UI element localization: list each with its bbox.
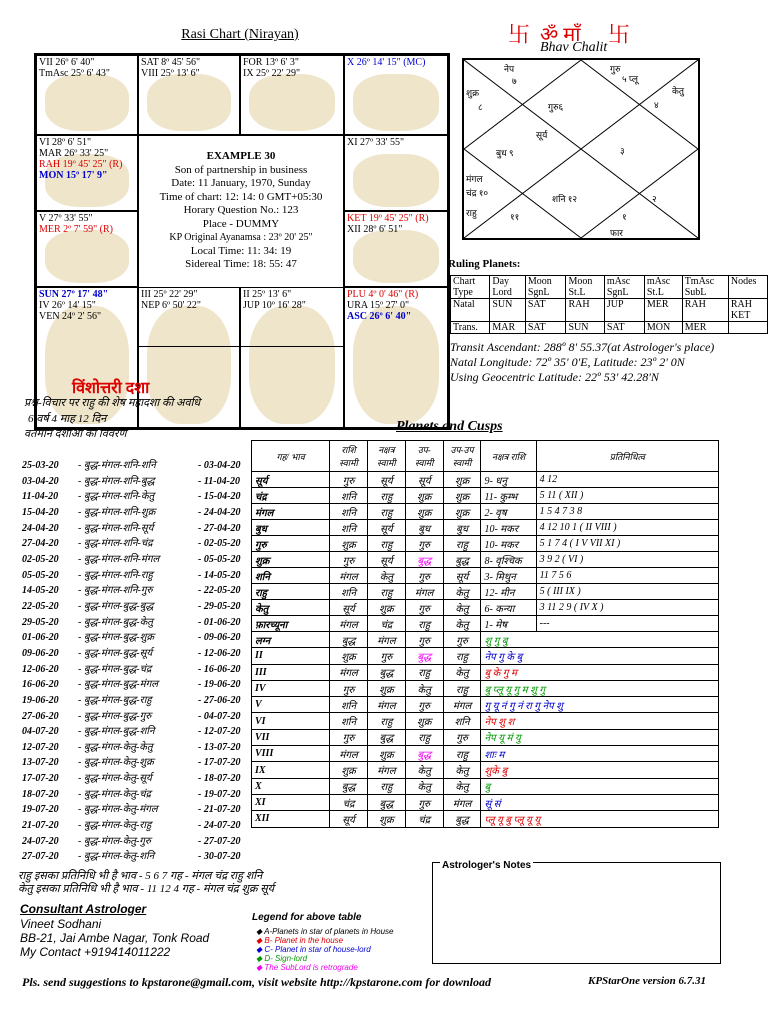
planets-cusps-title: Planets and Cusps [396, 419, 503, 434]
rasi-chart [34, 53, 450, 430]
dasha-row: 27-06-20 - बुद्ध-मंगल-बुद्ध-गुरु - 04-07-20 [22, 710, 241, 722]
dasha-row: 24-07-20 - बुद्ध-मंगल-केतु-गुरु - 27-07-20 [22, 835, 241, 847]
om-heading: ॐ माँ [540, 24, 581, 46]
dasha-row: 13-07-20 - बुद्ध-मंगल-केतु-शुक्र - 17-07-20 [22, 757, 241, 769]
dasha-row: 15-04-20 - बुद्ध-मंगल-शनि-शुक्र - 24-04-20 [22, 506, 241, 518]
dasha-row: 19-07-20 - बुद्ध-मंगल-केतु-मंगल - 21-07-20 [22, 804, 241, 816]
bhav-label: गुरु६ [548, 102, 564, 112]
table-row: IX शुक्र मंगल केतु केतु शुके बु [252, 762, 719, 778]
bhav-label: ५ प्लू [622, 74, 638, 84]
dasha-row: 16-06-20 - बुद्ध-मंगल-बुद्ध-मंगल - 19-06-20 [22, 679, 241, 691]
rasi-chart-title: Rasi Chart (Nirayan) [181, 27, 299, 42]
footer-suggestions: Pls. send suggestions to kpstarone@gmail.com, visit website http://kpstarone.com for download [22, 975, 492, 989]
rasi-cell-capricorn: V 27º 33' 55" MER 2º 7' 59" (R) [36, 211, 138, 287]
legend-item: ◆ B- Planet in the house [256, 936, 344, 945]
table-row: शुक्र गुरु सूर्य बुद्ध बुद्ध 8- वृश्चिक 3 9 2 ( VI ) [252, 552, 719, 568]
table-row: XII सूर्य शुक्र चंद्र बुद्ध प्लू यू बु प्लू यू यू [252, 811, 719, 827]
table-row: Chart Type Day Lord Moon SgnL Moon St.L mAsc SgnL mAsc St.L TmAsc SubL Nodes [451, 276, 768, 299]
dasha-row: 04-07-20 - बुद्ध-मंगल-बुद्ध-शनि - 12-07-20 [22, 726, 241, 738]
bhav-label: राहु [466, 208, 477, 218]
astrologer-notes-box[interactable] [432, 862, 721, 964]
dasha-row: 27-04-20 - बुद्ध-मंगल-शनि-चंद्र - 02-05-20 [22, 538, 241, 550]
bhav-label: ८ [478, 102, 483, 112]
table-row: IV गुरु शुक्र केतु राहु बु प्लू यू गु म शु गु [252, 680, 719, 696]
dasha-row: 03-04-20 - बुद्ध-मंगल-शनि-बुद्ध - 11-04-20 [22, 475, 240, 487]
rasi-cell-cancer: XI 27º 33' 55" [344, 135, 448, 211]
table-row: Natal SUN SAT RAH JUP MER RAH RAH KET [451, 299, 768, 322]
ruling-planets-title: Ruling Planets: [448, 258, 521, 270]
table-row: गुरु शुक्र राहु गुरु राहु 10- मकर 5 1 7 4 ( I V VII XI ) [252, 536, 719, 552]
planets-cusps-table [251, 440, 719, 828]
table-row: राहु शनि राहु मंगल केतु 12- मीन 5 ( III IX ) [252, 584, 719, 600]
table-row: सूर्य गुरु सूर्य सूर्य शुक्र 9- धनु 4 12 [252, 472, 719, 488]
bhav-chalit-title: Bhav Chalit [540, 40, 608, 55]
diamond-icon: ◆ [256, 945, 265, 954]
dasha-row: 19-06-20 - बुद्ध-मंगल-बुद्ध-राहु - 27-06-20 [22, 694, 241, 706]
rasi-cell-taurus: FOR 13º 6' 3" IX 25º 22' 29" [240, 55, 344, 135]
table-row: X बुद्ध राहु केतु केतु बु [252, 778, 719, 794]
table-row: शनि मंगल केतु गुरु सूर्य 3- मिथुन 11 7 5 6 [252, 568, 719, 584]
table-row: V शनि मंगल गुरु मंगल गु यू नं गु नं रा गु नेप शु [252, 697, 719, 713]
table-row: VI शनि राहु शुक्र शनि नेप शु श [252, 713, 719, 729]
legend-title: Legend for above table [252, 912, 362, 923]
legend-item: ◆ C- Planet in star of house-lord [256, 945, 371, 954]
bhav-label: १ [622, 212, 627, 222]
diamond-icon: ◆ [256, 936, 265, 945]
table-row: मंगल शनि राहु शुक्र शुक्र 2- वृष 1 5 4 7 3 8 [252, 504, 719, 520]
dasha-row: 17-07-20 - बुद्ध-मंगल-केतु-सूर्य - 18-07-20 [22, 773, 241, 785]
dasha-row: 21-07-20 - बुद्ध-मंगल-केतु-राहु - 24-07-20 [22, 820, 241, 832]
dasha-title: विंशोत्तरी दशा [72, 380, 150, 397]
dasha-row: 09-06-20 - बुद्ध-मंगल-बुद्ध-सूर्य - 12-06-20 [22, 647, 241, 659]
dasha-row: 12-07-20 - बुद्ध-मंगल-केतु-केतु - 13-07-20 [22, 741, 241, 753]
legend [256, 927, 393, 972]
dasha-row: 22-05-20 - बुद्ध-मंगल-बुद्ध-बुद्ध - 29-05-20 [22, 600, 241, 612]
bhav-label: ४ [654, 100, 659, 110]
table-row: फ़ारच्यूना मंगल चंद्र राहु केतु 1- मेष --- [252, 616, 719, 632]
bhav-label: नेप [504, 64, 515, 74]
bhav-label: फार [610, 228, 623, 238]
bhav-label: शनि १२ [552, 194, 578, 204]
dasha-row: 29-05-20 - बुद्ध-मंगल-बुद्ध-केतु - 01-06-20 [22, 616, 241, 628]
dasha-row: 12-06-20 - बुद्ध-मंगल-बुद्ध-चंद्र - 16-06-20 [22, 663, 241, 675]
diamond-icon: ◆ [256, 954, 265, 963]
rasi-cell-sagittarius: SUN 27º 17' 48" IV 26º 14' 15" VEN 24º 2' 56" [36, 287, 138, 428]
bhav-label: ३ [620, 146, 625, 156]
table-row: II शुक्र गुरु बुद्ध राहु नेप गु के बु [252, 648, 719, 664]
legend-item: ◆ A-Planets in star of planets in House [256, 927, 394, 936]
rasi-cell-virgo: PLU 4º 0' 46" (R) URA 15º 27' 0" ASC 26º 6' 40" [344, 287, 448, 428]
consultant-heading: Consultant Astrologer [20, 902, 147, 916]
bhav-label: २ [652, 194, 657, 204]
bhav-chalit-chart [462, 58, 700, 240]
table-row: केतु सूर्य शुक्र गुरु केतु 6- कन्या 3 11 2 9 ( IV X ) [252, 600, 719, 616]
bhav-label: शुक्र [466, 88, 480, 98]
dasha-intro: प्रश्न-विचार पर राहु की शेष महादशा की अवधि 6 वर्ष 4 माह 12 दिन वर्तमान दशाओं का विवरण [24, 397, 201, 440]
bhav-label: ११ [510, 212, 520, 222]
bhav-label: गुरु [610, 64, 621, 74]
dasha-row: 11-04-20 - बुद्ध-मंगल-शनि-केतु - 15-04-20 [22, 491, 241, 503]
table-row: III मंगल बुद्ध राहु केतु बु के गु म [252, 664, 719, 680]
version-label: KPStarOne version 6.7.31 [588, 975, 706, 987]
rasi-cell-pisces: VII 26º 6' 40" TmAsc 25º 6' 43" [36, 55, 138, 135]
legend-item: ◆ The SubLord is retrograde [256, 963, 358, 972]
table-row: गह/ भाव राशि स्वामी नक्षत्र स्वामी उप- स्वामी उप-उप स्वामी नक्षत्र राशि प्रतिनिधित्व [252, 441, 719, 472]
chart-details: EXAMPLE 30 Son of partnership in business Date: 11 January, 1970, Sunday Time of chart: 12: 14: 0 GMT+05:30 Horary Question No.: 123 Place - DUMMY KP Original Ayanamsa : 23º 20' 25" Local Time: 11: 34: 19 Sidereal Time: 18: 55: 47 [138, 135, 344, 347]
transit-info: Transit Ascendant: 288º 8' 55.37(at Astrologer's place) Natal Longitude: 72º 35' 0'E, Latitude: 23º 2' 0N Using Geocentric Latitude: 22º 53' 42.28'N [450, 340, 715, 384]
rasi-cell-leo: KET 19º 45' 25" (R) XII 28º 6' 51" [344, 211, 448, 287]
dasha-row: 25-03-20 - बुद्ध-मंगल-शनि-शनि - 03-04-20 [22, 460, 241, 471]
dasha-row: 14-05-20 - बुद्ध-मंगल-शनि-गुरु - 22-05-20 [22, 585, 241, 597]
bhav-label: केतु [672, 86, 685, 96]
bhav-label: चंद्र १० [466, 188, 489, 198]
dasha-row: 18-07-20 - बुद्ध-मंगल-केतु-चंद्र - 19-07-20 [22, 788, 241, 800]
dasha-row: 05-05-20 - बुद्ध-मंगल-शनि-राहु - 14-05-20 [22, 569, 241, 581]
table-row: VII गुरु बुद्ध राहु गुरु नेप यू मं यु [252, 729, 719, 745]
rasi-cell-scorpio: III 25º 22' 29" NEP 6º 50' 22" [138, 287, 240, 428]
table-row: XI चंद्र बुद्ध गुरु मंगल सूं सं [252, 794, 719, 810]
bhav-label: सूर्य [536, 130, 548, 140]
dasha-row: 02-05-20 - बुद्ध-मंगल-शनि-मंगल - 05-05-20 [22, 553, 241, 565]
bhav-label: बुध ९ [496, 148, 514, 158]
rasi-cell-aquarius: VI 28º 6' 51" MAR 26º 33' 25" RAH 19º 45' 25" (R) MON 15º 17' 9" [36, 135, 138, 211]
table-row: लग्न बुद्ध मंगल गुरु गुरु शु गु बु [252, 632, 719, 648]
astrologer-notes-label: Astrologer's Notes [442, 860, 532, 871]
legend-item: ◆ D- Sign-lord [256, 954, 308, 963]
ruling-planets-table [450, 275, 768, 334]
rasi-cell-aries: SAT 8º 45' 56" VIII 25º 13' 6" [138, 55, 240, 135]
diamond-icon: ◆ [256, 963, 265, 972]
dasha-notes: राहु इसका प्रतिनिधि भी है भाव - 5 6 7 गह - मंगल चंद्र राहु शनि केतु इसका प्रतिनिधि भी है भाव - 11 12 4 गह - मंगल चंद्र शुक्र सूर्य [18, 870, 275, 895]
table-row: Trans. MAR SAT SUN SAT MON MER [451, 322, 768, 334]
diamond-icon: ◆ [256, 927, 265, 936]
dasha-row: 27-07-20 - बुद्ध-मंगल-केतु-शनि - 30-07-20 [22, 851, 241, 863]
table-row: VIII मंगल शुक्र बुद्ध राहु शाः म [252, 746, 719, 762]
dasha-row: 01-06-20 - बुद्ध-मंगल-बुद्ध-शुक्र - 09-06-20 [22, 632, 241, 644]
dasha-list [22, 458, 254, 865]
rasi-cell-gemini: X 26º 14' 15" (MC) [344, 55, 448, 135]
swastika-icon: 卐 [608, 22, 631, 47]
rasi-cell-libra: II 25º 13' 6" JUP 10º 16' 28" [240, 287, 344, 428]
dasha-row: 24-04-20 - बुद्ध-मंगल-शनि-सूर्य - 27-04-20 [22, 522, 241, 534]
table-row: बुध शनि सूर्य बुध बुध 10- मकर 4 12 10 1 ( II VIII ) [252, 520, 719, 536]
bhav-label: मंगल [466, 174, 483, 184]
bhav-label: ७ [512, 76, 517, 86]
table-row: चंद्र शनि राहु शुक्र शुक्र 11- कुम्भ 5 11 ( XII ) [252, 488, 719, 504]
swastika-icon: 卐 [508, 22, 531, 47]
contact-info: Vineet Sodhani BB-21, Jai Ambe Nagar, Tonk Road My Contact +919414011222 [20, 917, 210, 959]
